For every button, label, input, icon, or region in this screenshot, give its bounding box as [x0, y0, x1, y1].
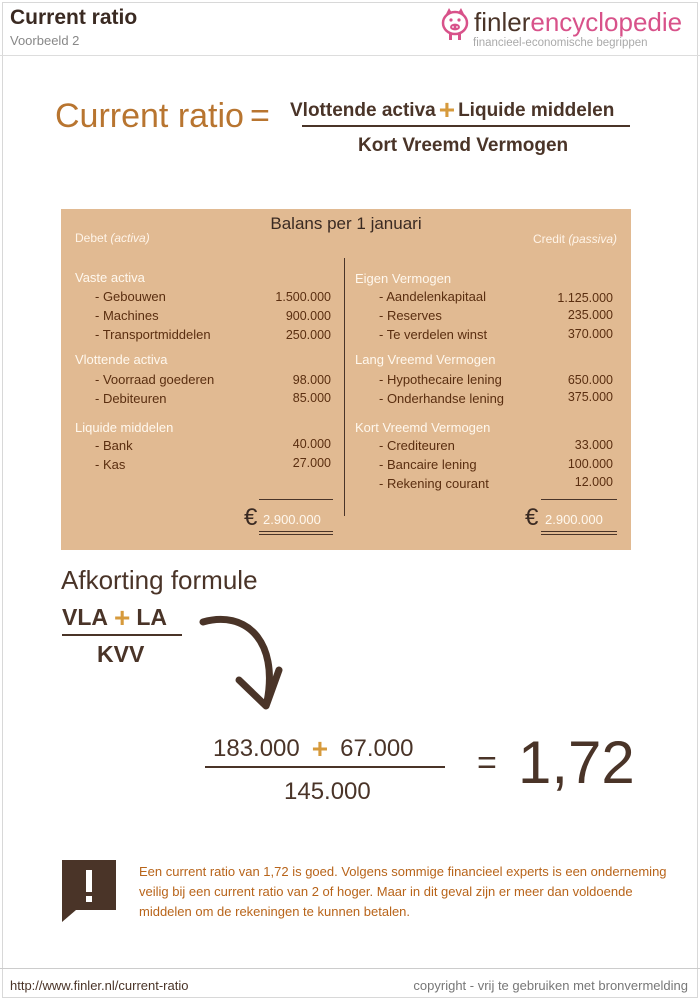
calc-equals: =: [477, 744, 497, 782]
line-item-label: - Transportmiddelen: [95, 327, 211, 342]
page-title: Current ratio: [10, 6, 138, 29]
total-double-rule: [541, 531, 617, 535]
formula-numerator: Vlottende activa + Liquide middelen: [290, 94, 615, 125]
note-text: Een current ratio van 1,72 is goed. Volgens sommige financieel experts is een onderneming veilig bij een current ratio van 2 of hoger. Maar in dit geval zijn er meer dan voldoende middelen om de rekeningen te kunnen betalen.: [139, 864, 667, 919]
abbreviation-numerator: VLA + LA: [62, 602, 168, 633]
balance-divider: [344, 258, 345, 516]
euro-sign: €: [525, 504, 539, 531]
formula-denominator: Kort Vreemd Vermogen: [358, 135, 569, 156]
balance-sheet: [61, 209, 631, 550]
line-item-amount: 27.000: [292, 456, 331, 470]
abbreviation-title: Afkorting formule: [61, 565, 258, 595]
subtotal-rule: [259, 499, 333, 500]
group-heading: Eigen Vermogen: [355, 271, 452, 286]
header: [0, 0, 700, 56]
pig-icon: [440, 6, 470, 46]
calc-result: 1,72: [518, 729, 635, 796]
logo-tagline: financieel-economische begrippen: [473, 37, 648, 49]
footer: [0, 968, 700, 1000]
line-item-amount: 900.000: [285, 309, 331, 323]
logo-wordmark: finlerencyclopedie: [474, 7, 683, 37]
line-item-label: - Bancaire lening: [379, 457, 477, 472]
line-item-label: - Rekening courant: [379, 476, 489, 491]
line-item-label: - Onderhandse lening: [379, 391, 505, 406]
plus-sign: +: [438, 94, 456, 125]
subtotal-rule: [541, 499, 617, 500]
line-item-amount: 100.000: [567, 457, 613, 471]
footer-copyright: copyright - vrij te gebruiken met bronvermelding: [413, 978, 688, 993]
group-heading: Liquide middelen: [75, 420, 174, 435]
credit-heading: Credit (passiva): [532, 232, 617, 246]
formula-equals: =: [250, 97, 270, 135]
exclamation-icon: [60, 858, 118, 924]
balance-title: Balans per 1 januari: [270, 214, 422, 233]
credit-total: 2.900.000: [545, 512, 603, 527]
formula-title: Current ratio: [55, 97, 244, 135]
line-item-amount: 40.000: [292, 437, 331, 451]
page-subtitle: Voorbeeld 2: [10, 33, 80, 48]
footer-url-link[interactable]: http://www.finler.nl/current-ratio: [10, 978, 189, 993]
abbreviation-fraction-bar: [62, 634, 182, 636]
group-heading: Vlottende activa: [75, 352, 168, 367]
group-heading: Vaste activa: [75, 270, 145, 285]
calc-numerator: 183.000 + 67.000: [213, 733, 414, 764]
debet-heading: Debet (activa): [75, 231, 150, 245]
line-item-label: - Reserves: [379, 308, 442, 323]
line-item-label: - Bank: [95, 438, 133, 453]
line-item-label: - Machines: [95, 308, 159, 323]
formula-fraction-bar: [302, 125, 630, 127]
line-item-amount: 650.000: [567, 373, 613, 387]
euro-sign: €: [244, 504, 258, 531]
group-heading: Lang Vreemd Vermogen: [355, 352, 496, 367]
debet-total: 2.900.000: [263, 512, 321, 527]
line-item-amount: 1.500.000: [275, 290, 331, 304]
line-item-amount: 250.000: [285, 328, 331, 342]
line-item-label: - Debiteuren: [95, 391, 167, 406]
plus-sign: +: [311, 733, 329, 764]
line-item-label: - Aandelenkapitaal: [379, 289, 486, 304]
line-item-label: - Voorraad goederen: [95, 372, 215, 387]
line-item-amount: 12.000: [574, 475, 613, 489]
line-item-label: - Crediteuren: [379, 438, 455, 453]
line-item-amount: 85.000: [292, 391, 331, 405]
line-item-amount: 370.000: [567, 327, 613, 341]
line-item-label: - Kas: [95, 457, 126, 472]
line-item-amount: 375.000: [567, 390, 613, 404]
line-item-amount: 1.125.000: [557, 291, 613, 305]
line-item-amount: 33.000: [574, 438, 613, 452]
total-double-rule: [259, 531, 333, 535]
plus-sign: +: [114, 602, 131, 633]
line-item-label: - Hypothecaire lening: [379, 372, 502, 387]
finler-logo[interactable]: [440, 6, 692, 50]
calc-denominator: 145.000: [284, 778, 371, 805]
line-item-amount: 98.000: [292, 373, 331, 387]
curved-arrow-icon: [195, 610, 295, 720]
line-item-label: - Gebouwen: [95, 289, 166, 304]
line-item-label: - Te verdelen winst: [379, 327, 488, 342]
calc-fraction-bar: [205, 766, 445, 768]
group-heading: Kort Vreemd Vermogen: [355, 420, 491, 435]
abbreviation-denominator: KVV: [97, 641, 145, 667]
line-item-amount: 235.000: [567, 308, 613, 322]
